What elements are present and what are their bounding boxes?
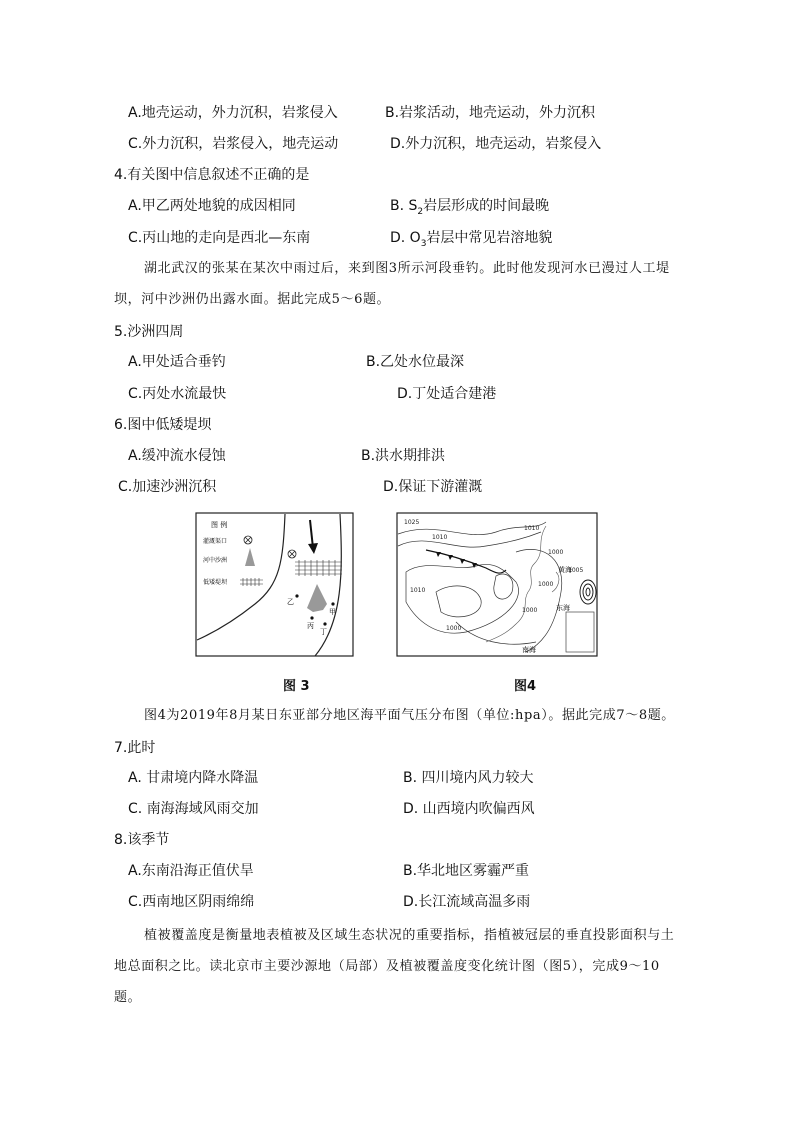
q7-option-d: D. 山西境内吹偏西风 — [403, 801, 535, 817]
svg-text:1010: 1010 — [410, 587, 426, 594]
point-jia-label: 甲 — [329, 608, 336, 616]
south-china-sea-label: 南海 — [522, 646, 536, 654]
south-china-sea-inset — [566, 612, 594, 652]
point-ding-label: 丁 — [320, 628, 327, 636]
q3-option-b: B.岩浆活动，地壳运动，外力沉积 — [385, 105, 596, 121]
point-bing-label: 丙 — [307, 622, 314, 630]
q4-option-b: B. $S_2$岩层形成的时间最晚 — [390, 198, 550, 217]
svg-text:1000: 1000 — [446, 625, 462, 632]
legend-irrigation-canal-label: 灌溉渠口 — [203, 538, 228, 545]
q5-option-a: A.甲处适合垂钓 — [128, 354, 226, 370]
q5-option-d: D.丁处适合建港 — [397, 386, 497, 402]
q4-option-c: C.丙山地的走向是西北—东南 — [128, 230, 311, 246]
svg-text:1000: 1000 — [522, 607, 538, 614]
point-yi-marker — [295, 594, 298, 597]
point-bing-marker — [310, 616, 313, 619]
svg-text:1005: 1005 — [568, 567, 584, 574]
q5-option-b: B.乙处水位最深 — [366, 354, 465, 370]
q7-stem: 7.此时 — [114, 740, 156, 756]
q6-option-c: C.加速沙洲沉积 — [118, 479, 217, 495]
svg-text:1025: 1025 — [404, 519, 420, 526]
legend-title: 图 例 — [211, 521, 228, 529]
passage-7-8: 图4为2019年8月某日东亚部分地区海平面气压分布图（单位:hpa）。据此完成7～8题。 — [144, 708, 675, 723]
q3-option-c: C.外力沉积，岩浆侵入，地壳运动 — [128, 136, 339, 152]
point-ding-marker — [323, 622, 326, 625]
east-china-sea-label: 东海 — [556, 604, 570, 612]
point-jia-marker — [331, 602, 334, 605]
svg-text:1010: 1010 — [432, 534, 448, 541]
svg-text:1000: 1000 — [538, 581, 554, 588]
q7-option-c: C. 南海海域风雨交加 — [128, 801, 259, 817]
figure-4-caption: 图4 — [514, 679, 537, 694]
point-yi-label: 乙 — [287, 598, 294, 606]
figure-4-pressure-map — [396, 512, 599, 658]
q8-option-c: C.西南地区阴雨绵绵 — [128, 894, 255, 910]
q6-stem: 6.图中低矮堤坝 — [114, 417, 212, 433]
q8-option-a: A.东南沿海正值伏旱 — [128, 863, 254, 879]
svg-text:1000: 1000 — [548, 549, 564, 556]
passage-5-6: 湖北武汉的张某在某次中雨过后，来到图3所示河段垂钓。此时他发现河水已漫过人工堤坝，河中沙洲仍出露水面。据此完成5～6题。 — [114, 261, 670, 307]
q4-option-d: D. $O_3$岩层中常见岩溶地貌 — [390, 230, 553, 249]
legend-dam-label: 低矮堤坝 — [203, 579, 228, 586]
q8-option-d: D.长江流域高温多雨 — [403, 894, 531, 910]
figure-3-caption: 图 3 — [283, 679, 310, 694]
figure-3-river-map — [195, 512, 355, 658]
q6-option-d: D.保证下游灌溉 — [383, 479, 483, 495]
yellow-sea-label: 黄海 — [558, 566, 572, 574]
q7-option-b: B. 四川境内风力较大 — [403, 770, 534, 786]
q5-stem: 5.沙洲四周 — [114, 324, 184, 340]
q8-option-b: B.华北地区雾霾严重 — [403, 863, 530, 879]
svg-text:1010: 1010 — [524, 525, 540, 532]
q6-option-a: A.缓冲流水侵蚀 — [128, 448, 226, 464]
q8-stem: 8.该季节 — [114, 832, 170, 848]
q3-option-d: D.外力沉积，地壳运动，岩浆侵入 — [390, 136, 602, 152]
q4-stem: 4.有关图中信息叙述不正确的是 — [114, 167, 310, 183]
legend-sandbar-label: 河中沙洲 — [203, 557, 228, 564]
q3-option-a: A.地壳运动，外力沉积，岩浆侵入 — [128, 105, 338, 121]
q7-option-a: A. 甘肃境内降水降温 — [128, 770, 259, 786]
q6-option-b: B.洪水期排洪 — [361, 448, 446, 464]
q5-option-c: C.丙处水流最快 — [128, 386, 227, 402]
passage-9-10: 植被覆盖度是衡量地表植被及区域生态状况的重要指标，指植被冠层的垂直投影面积与土地总面积之比。读北京市主要沙源地（局部）及植被覆盖度变化统计图（图5），完成9～10题。 — [114, 928, 675, 1005]
q4-option-a: A.甲乙两处地貌的成因相同 — [128, 198, 296, 214]
